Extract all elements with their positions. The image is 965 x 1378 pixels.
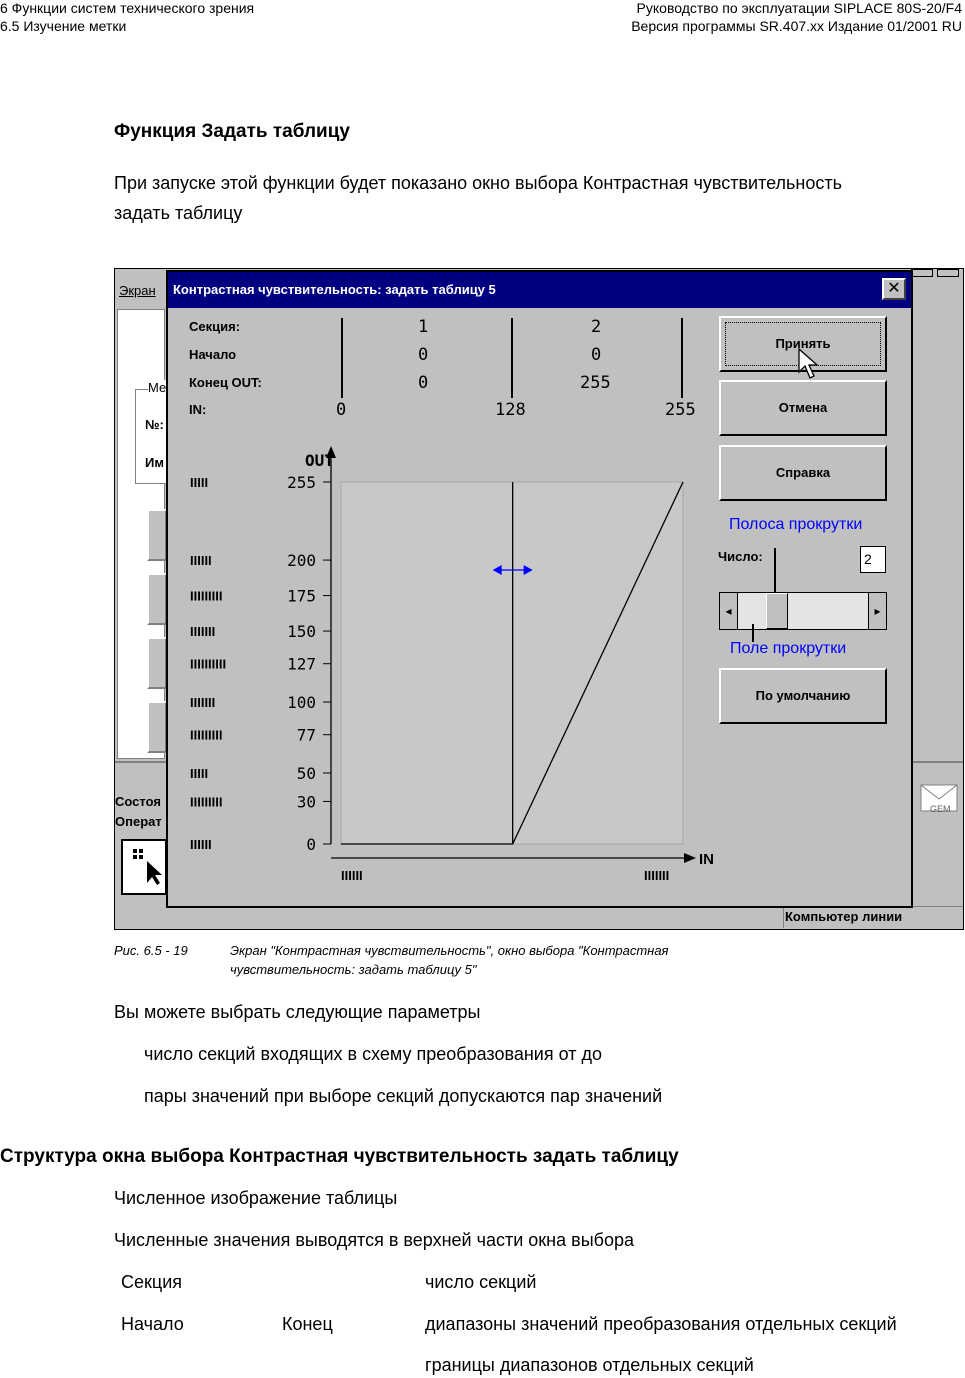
table-divider-3 — [681, 318, 683, 398]
y-tick-bars: IIIIIII — [190, 624, 216, 640]
header-left-line2: 6.5 Изучение метки — [0, 18, 127, 34]
status-bar-text: Компьютер линии — [785, 909, 903, 924]
scroll-thumb[interactable] — [766, 593, 788, 629]
y-tick-bars: IIIIIIIII — [190, 588, 223, 604]
field-number-label: №: — [145, 417, 164, 432]
app-icon-button[interactable] — [121, 839, 167, 895]
y-tick-label: 77 — [296, 725, 316, 745]
term-end: Конец — [282, 1314, 333, 1334]
minimize-icon[interactable] — [911, 269, 933, 277]
y-tick-bars: IIIIIII — [190, 695, 216, 711]
y-tick-label: 127 — [287, 654, 316, 674]
x-axis-label: IN — [699, 851, 714, 868]
caption-line1: Экран "Контрастная чувствительность", окно выбора "Контрастная — [230, 943, 669, 958]
row-label-start: Начало — [189, 347, 237, 362]
section1-start: 0 — [418, 345, 429, 365]
y-tick-bars: IIIIII — [190, 837, 212, 852]
params-item2: пары значений при выборе секций допускаются пар значений — [144, 1086, 663, 1106]
row-label-in: IN: — [189, 402, 207, 417]
gem-mail-icon[interactable] — [918, 777, 960, 819]
header-left-line1: 6 Функции систем технического зрения — [0, 0, 255, 16]
operator-label: Операт — [115, 814, 162, 829]
section1-number: 1 — [418, 317, 429, 337]
x-bars-right: IIIIIII — [644, 868, 670, 883]
header-right-line1: Руководство по эксплуатации SIPLACE 80S-20/F4 — [636, 0, 962, 16]
mouse-cursor-icon — [798, 348, 820, 382]
count-label: Число: — [718, 549, 763, 564]
count-scrollbar[interactable] — [719, 592, 887, 630]
caption-line2: чувствительность: задать таблицу 5" — [230, 962, 477, 977]
in-value-2: 255 — [665, 400, 696, 420]
cancel-button[interactable]: Отмена — [719, 380, 887, 436]
y-tick-bars: IIIIIIIII — [190, 727, 223, 743]
scroll-left-button[interactable] — [720, 593, 738, 629]
app-button-3[interactable] — [147, 637, 167, 689]
count-input[interactable]: 2 — [860, 546, 886, 573]
params-intro: Вы можете выбрать следующие параметры — [114, 1002, 481, 1022]
section2-end: 255 — [580, 373, 611, 393]
transfer-chart — [168, 442, 728, 892]
maximize-icon[interactable] — [937, 269, 959, 277]
y-tick-label: 200 — [287, 551, 316, 571]
term-start: Начало — [121, 1314, 184, 1334]
menu-item-screen[interactable]: Экран — [119, 283, 156, 298]
field-name-label: Им — [145, 455, 164, 470]
y-axis-label: OUT — [305, 451, 334, 470]
help-button[interactable]: Справка — [719, 445, 887, 501]
y-tick-label: 255 — [287, 473, 316, 492]
header-right-line2: Версия программы SR.407.xx Издание 01/2001 RU — [631, 18, 962, 34]
accept-button[interactable]: Принять — [719, 316, 887, 372]
gem-label: GEM — [930, 804, 951, 814]
table-divider-2 — [511, 318, 513, 398]
y-tick-label: 0 — [306, 835, 316, 854]
y-tick-label: 150 — [287, 622, 316, 642]
contrast-table-dialog — [166, 270, 913, 908]
structure-sub2: Численные значения выводятся в верхней части окна выбора — [114, 1230, 634, 1250]
annotation-pointer-1 — [774, 548, 776, 598]
app-button-2[interactable] — [147, 573, 167, 625]
group-label: Ме — [148, 380, 167, 395]
in-value-0: 0 — [336, 400, 347, 420]
y-tick-label: 100 — [287, 693, 316, 713]
y-tick-label: 30 — [296, 792, 316, 812]
section2-number: 2 — [591, 317, 602, 337]
y-tick-bars: IIIIIIIII — [190, 794, 223, 810]
y-tick-label: 50 — [296, 764, 316, 784]
x-axis-arrow — [684, 853, 696, 863]
scroll-left-icon: ◂ — [725, 604, 732, 618]
app-button-4[interactable] — [147, 701, 167, 753]
desc-section: число секций — [425, 1272, 537, 1292]
caption-number: Рис. 6.5 - 19 — [114, 943, 188, 958]
row-label-section: Секция: — [189, 319, 241, 334]
section2-start: 0 — [591, 345, 602, 365]
intro-line1: При запуске этой функции будет показано окно выбора Контрастная чувствительность — [114, 173, 843, 193]
close-icon: ✕ — [887, 280, 901, 297]
status-label: Состоя — [115, 794, 161, 809]
plot-area — [341, 482, 683, 844]
desc-ranges: диапазоны значений преобразования отдельных секций — [425, 1314, 897, 1334]
grid-cursor-icon — [123, 841, 165, 893]
y-tick-bars: IIIII — [190, 766, 209, 782]
term-section: Секция — [121, 1272, 182, 1292]
table-divider-1 — [341, 318, 343, 398]
y-tick-bars: IIIIII — [190, 553, 212, 569]
params-item1: число секций входящих в схему преобразования от до — [144, 1044, 602, 1064]
default-button[interactable]: По умолчанию — [719, 668, 887, 724]
intro-line2: задать таблицу — [114, 203, 243, 223]
scroll-right-icon: ▸ — [874, 604, 881, 618]
row-label-end-out: Конец OUT: — [189, 375, 262, 390]
section-title: Функция Задать таблицу — [114, 121, 350, 142]
x-bars-left: IIIIII — [341, 868, 363, 883]
dialog-title: Контрастная чувствительность: задать таблицу 5 — [168, 272, 911, 308]
y-tick-bars: IIIII — [190, 475, 209, 490]
annotation-thumb: Поле прокрутки — [730, 640, 847, 657]
scroll-right-button[interactable] — [868, 593, 886, 629]
desc-boundaries: границы диапазонов отдельных секций — [425, 1355, 754, 1375]
in-value-1: 128 — [495, 400, 526, 420]
y-tick-label: 175 — [287, 586, 316, 606]
structure-title: Структура окна выбора Контрастная чувствительность задать таблицу — [0, 1146, 679, 1167]
close-button[interactable] — [882, 278, 906, 300]
annotation-scrollbar: Полоса прокрутки — [729, 516, 863, 533]
app-button-1[interactable] — [147, 509, 167, 561]
y-tick-bars: IIIIIIIIII — [190, 656, 227, 672]
structure-sub1: Численное изображение таблицы — [114, 1188, 398, 1208]
section1-end: 0 — [418, 373, 429, 393]
